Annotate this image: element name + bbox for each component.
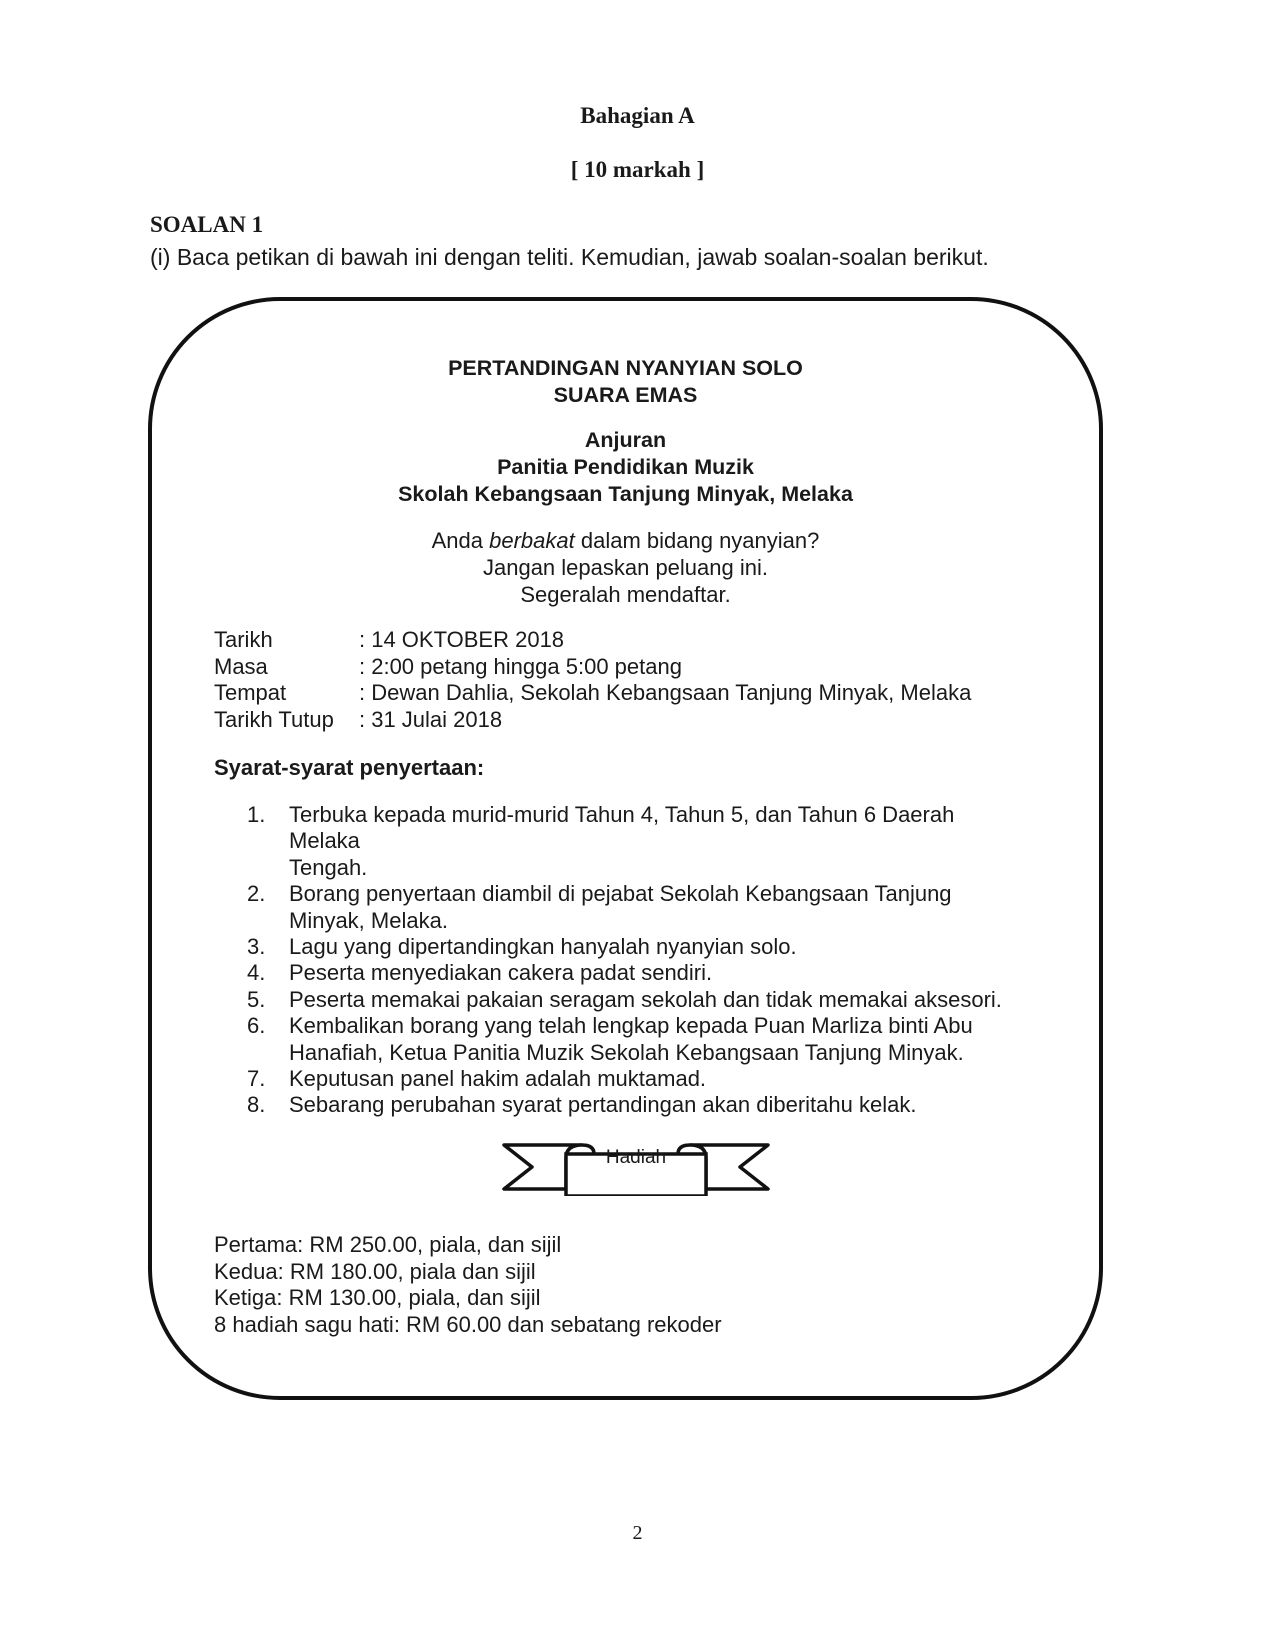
detail-value: : 2:00 petang hingga 5:00 petang — [359, 653, 682, 679]
prize-label: Hadiah — [605, 1147, 667, 1168]
question-label: SOALAN 1 — [150, 212, 264, 237]
condition-line: Peserta menyediakan cakera padat sendiri. — [289, 960, 713, 986]
conditions-list — [247, 802, 1047, 1119]
condition-line: Keputusan panel hakim adalah muktamad. — [289, 1066, 707, 1092]
condition-text — [289, 934, 1047, 960]
organiser-line: Skolah Kebangsaan Tanjung Minyak, Melaka — [398, 482, 853, 506]
organiser-block — [148, 427, 1103, 508]
condition-line: Peserta memakai pakaian seragam sekolah dan tidak memakai aksesori. — [289, 986, 1002, 1012]
page-number: 2 — [632, 1522, 643, 1544]
promo-text: dalam bidang nyanyian? — [574, 528, 820, 553]
condition-item — [247, 1013, 1047, 1066]
promo-block — [148, 527, 1103, 608]
condition-number: 8. — [247, 1092, 266, 1118]
condition-item — [247, 934, 1047, 960]
section-title: Bahagian A — [580, 103, 695, 128]
detail-row — [214, 680, 971, 707]
event-title — [148, 355, 1103, 409]
detail-row — [214, 627, 971, 654]
condition-item — [247, 1066, 1047, 1092]
condition-line: Melaka — [289, 828, 360, 854]
detail-value: : Dewan Dahlia, Sekolah Kebangsaan Tanjung Minyak, Melaka — [359, 680, 972, 705]
condition-number: 2. — [247, 881, 266, 907]
detail-label: Tempat — [214, 680, 287, 705]
promo-line — [148, 527, 1103, 554]
detail-value: : 31 Julai 2018 — [359, 706, 503, 732]
condition-text — [289, 881, 1047, 934]
condition-text — [289, 1013, 1047, 1066]
promo-emphasis: berbakat — [489, 528, 575, 553]
condition-item — [247, 881, 1047, 934]
condition-line: Kembalikan borang yang telah lengkap kepada Puan Marliza binti Abu — [289, 1013, 973, 1039]
condition-item — [247, 987, 1047, 1013]
detail-value: : 14 OKTOBER 2018 — [359, 627, 565, 652]
condition-number: 5. — [247, 986, 266, 1012]
condition-number: 7. — [247, 1066, 266, 1092]
condition-item — [247, 802, 1047, 881]
condition-line: Terbuka kepada murid-murid Tahun 4, Tahun 5, dan Tahun 6 Daerah — [289, 802, 955, 827]
organiser-line: Panitia Pendidikan Muzik — [497, 455, 754, 479]
condition-text — [289, 802, 1047, 881]
prize-item: Pertama: RM 250.00, piala, dan sijil — [214, 1232, 562, 1257]
condition-text — [289, 987, 1047, 1013]
prize-list — [214, 1232, 722, 1338]
detail-label: Tarikh — [214, 627, 273, 652]
instruction-text: (i) Baca petikan di bawah ini dengan teliti. Kemudian, jawab soalan-soalan berikut. — [150, 244, 989, 270]
condition-line: Tengah. — [289, 854, 368, 880]
promo-text: Anda — [431, 528, 490, 553]
event-title-line: PERTANDINGAN NYANYIAN SOLO — [448, 356, 803, 380]
promo-line: Segeralah mendaftar. — [520, 582, 731, 607]
prize-item: Kedua: RM 180.00, piala dan sijil — [214, 1258, 536, 1284]
condition-item — [247, 1092, 1047, 1118]
detail-row — [214, 654, 971, 681]
condition-number: 3. — [247, 934, 266, 960]
condition-line: Borang penyertaan diambil di pejabat Sekolah Kebangsaan Tanjung — [289, 881, 952, 907]
condition-item — [247, 960, 1047, 986]
prize-item: Ketiga: RM 130.00, piala, dan sijil — [214, 1285, 541, 1310]
condition-line: Lagu yang dipertandingkan hanyalah nyanyian solo. — [289, 934, 797, 960]
condition-number: 4. — [247, 960, 266, 986]
detail-row — [214, 707, 971, 734]
event-details — [214, 627, 971, 733]
condition-text — [289, 1066, 1047, 1092]
event-title-line: SUARA EMAS — [553, 383, 698, 407]
detail-label: Masa — [214, 653, 268, 679]
condition-number: 1. — [247, 802, 266, 827]
condition-line: Hanafiah, Ketua Panitia Muzik Sekolah Kebangsaan Tanjung Minyak. — [289, 1039, 964, 1065]
detail-label: Tarikh Tutup — [214, 706, 334, 732]
condition-text — [289, 1092, 1047, 1118]
promo-line: Jangan lepaskan peluang ini. — [482, 555, 768, 580]
marks-label: [ 10 markah ] — [570, 157, 705, 182]
condition-text — [289, 960, 1047, 986]
condition-line: Sebarang perubahan syarat pertandingan akan diberitahu kelak. — [289, 1092, 917, 1118]
condition-number: 6. — [247, 1013, 266, 1039]
prize-item: 8 hadiah sagu hati: RM 60.00 dan sebatang rekoder — [214, 1311, 722, 1337]
conditions-heading: Syarat-syarat penyertaan: — [214, 755, 485, 780]
condition-line: Minyak, Melaka. — [289, 907, 448, 933]
organiser-label: Anjuran — [584, 428, 667, 452]
